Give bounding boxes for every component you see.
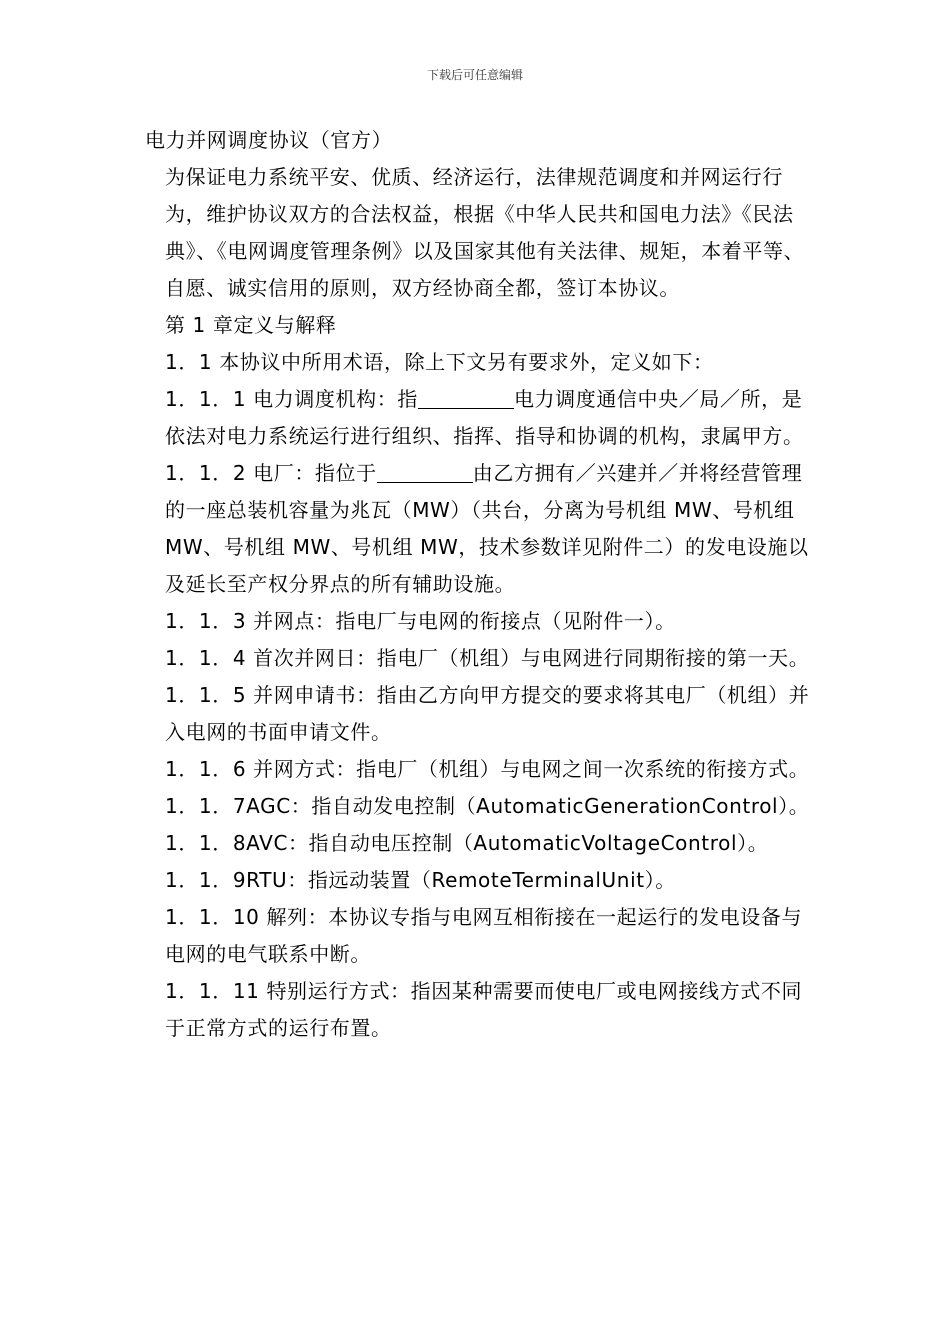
clause-1-1-11: 1．1．11 特别运行方式：指因某种需要而使电厂或电网接线方式不同于正常方式的运行布置。 xyxy=(165,979,803,1040)
clause-1-1-1-lead: 1．1．1 电力调度机构：指 xyxy=(165,387,418,411)
fill-in-blank xyxy=(377,462,473,483)
clause-1-1-7: 1．1．7AGC：指自动发电控制（AutomaticGenerationControl）。 xyxy=(165,794,810,818)
clause-1-1-9: 1．1．9RTU：指远动装置（RemoteTerminalUnit）。 xyxy=(165,868,676,892)
document-title: 电力并网调度协议（官方） xyxy=(145,128,393,152)
document-body xyxy=(145,122,810,1047)
clause-1-1-2 xyxy=(145,455,810,603)
page-header: 下载后可任意编辑 xyxy=(426,68,523,82)
fill-in-blank xyxy=(418,388,514,409)
intro-paragraph: 为保证电力系统平安、优质、经济运行，法律规范调度和并网运行行为，维护协议双方的合法权益，根据《中华人民共和国电力法》《民法典》、《电网调度管理条例》以及国家其他有关法律、规矩，本着平等、自愿、诚实信用的原则，双方经协商全都，签订本协议。 xyxy=(165,165,805,300)
clause-1-1-2-rest: 由乙方拥有／兴建并／并将经营管理的一座总装机容量为兆瓦（MW）（共台，分离为号机组 MW、号机组 MW、号机组 MW、号机组 MW，技术参数详见附件二）的发电设施以及延长至产权分界点的所有辅助设施。 xyxy=(165,461,809,596)
clause-1-1-8: 1．1．8AVC：指自动电压控制（AutomaticVoltageControl）。 xyxy=(165,831,769,855)
clause-1-1-2-lead: 1．1．2 电厂：指位于 xyxy=(165,461,377,485)
clause-1-1: 1．1 本协议中所用术语，除上下文另有要求外，定义如下： xyxy=(165,350,714,374)
clause-1-1-1 xyxy=(145,381,810,455)
clause-1-1-1-rest: 电力调度通信中央／局／所，是依法对电力系统运行进行组织、指挥、指导和协调的机构，隶属甲方。 xyxy=(165,387,804,448)
clause-1-1-6: 1．1．6 并网方式：指电厂（机组）与电网之间一次系统的衔接方式。 xyxy=(165,757,810,781)
clause-1-1-5: 1．1．5 并网申请书：指由乙方向甲方提交的要求将其电厂（机组）并入电网的书面申请文件。 xyxy=(165,683,810,744)
clause-1-1-10: 1．1．10 解列：本协议专指与电网互相衔接在一起运行的发电设备与电网的电气联系中断。 xyxy=(165,905,803,966)
chapter-heading: 第 1 章定义与解释 xyxy=(165,313,337,337)
clause-1-1-3: 1．1．3 并网点：指电厂与电网的衔接点（见附件一）。 xyxy=(165,609,676,633)
clause-1-1-4: 1．1．4 首次并网日：指电厂（机组）与电网进行同期衔接的第一天。 xyxy=(165,646,810,670)
